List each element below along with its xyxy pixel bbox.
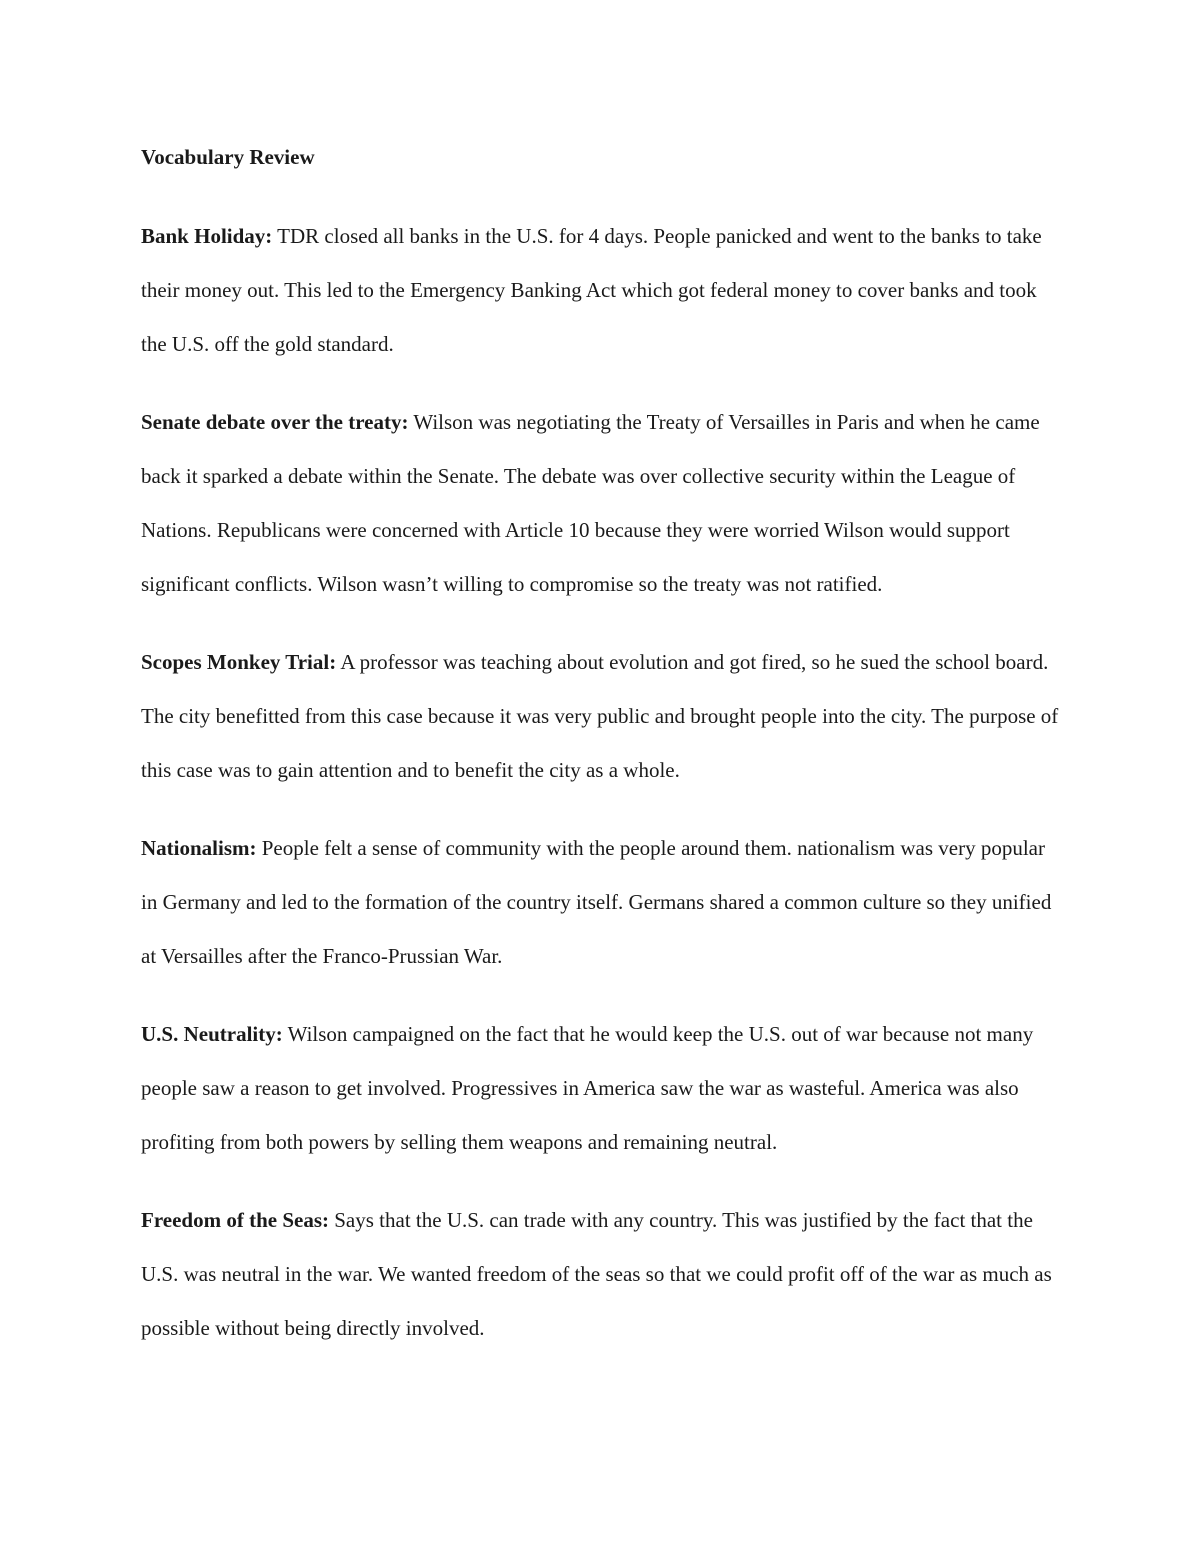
vocab-term: Scopes Monkey Trial: [141, 650, 337, 674]
vocab-definition: Wilson campaigned on the fact that he would keep the U.S. out of war because not many people saw a reason to get involved. Progressives in America saw the war as wasteful. America was also profiting from both powers by selling them weapons and remaining neutral. [141, 1022, 1034, 1154]
vocab-entry-senate-debate [141, 395, 1061, 611]
page-title: Vocabulary Review [141, 145, 315, 169]
vocab-term: Nationalism: [141, 836, 257, 860]
vocab-term: Bank Holiday: [141, 224, 273, 248]
vocab-entry-us-neutrality [141, 1007, 1061, 1169]
vocab-entry-freedom-of-seas [141, 1193, 1061, 1355]
vocab-definition: A professor was teaching about evolution and got fired, so he sued the school board. The city benefitted from this case because it was very public and brought people into the city. The purpose of this case was to gain attention and to benefit the city as a whole. [141, 650, 1059, 782]
vocab-entry-bank-holiday [141, 209, 1061, 371]
vocab-term: Senate debate over the treaty: [141, 410, 409, 434]
vocab-definition: Wilson was negotiating the Treaty of Versailles in Paris and when he came back it sparked a debate within the Senate. The debate was over collective security within the League of Nations. Republicans were concerned with Article 10 because they were worried Wilson would support significant conflicts. Wilson wasn’t willing to compromise so the treaty was not ratified. [141, 410, 1040, 596]
vocab-term: Freedom of the Seas: [141, 1208, 329, 1232]
document-body [141, 130, 1061, 1379]
vocab-entry-nationalism [141, 821, 1061, 983]
vocab-entry-scopes-trial [141, 635, 1061, 797]
vocab-definition: Says that the U.S. can trade with any country. This was justified by the fact that the U.S. was neutral in the war. We wanted freedom of the seas so that we could profit off of the war as much as possible without being directly involved. [141, 1208, 1052, 1340]
vocab-definition: People felt a sense of community with the people around them. nationalism was very popular in Germany and led to the formation of the country itself. Germans shared a common culture so they unified at Versailles after the Franco-Prussian War. [141, 836, 1052, 968]
vocab-term: U.S. Neutrality: [141, 1022, 283, 1046]
vocab-definition: TDR closed all banks in the U.S. for 4 days. People panicked and went to the banks to take their money out. This led to the Emergency Banking Act which got federal money to cover banks and took the U.S. off the gold standard. [141, 224, 1042, 356]
